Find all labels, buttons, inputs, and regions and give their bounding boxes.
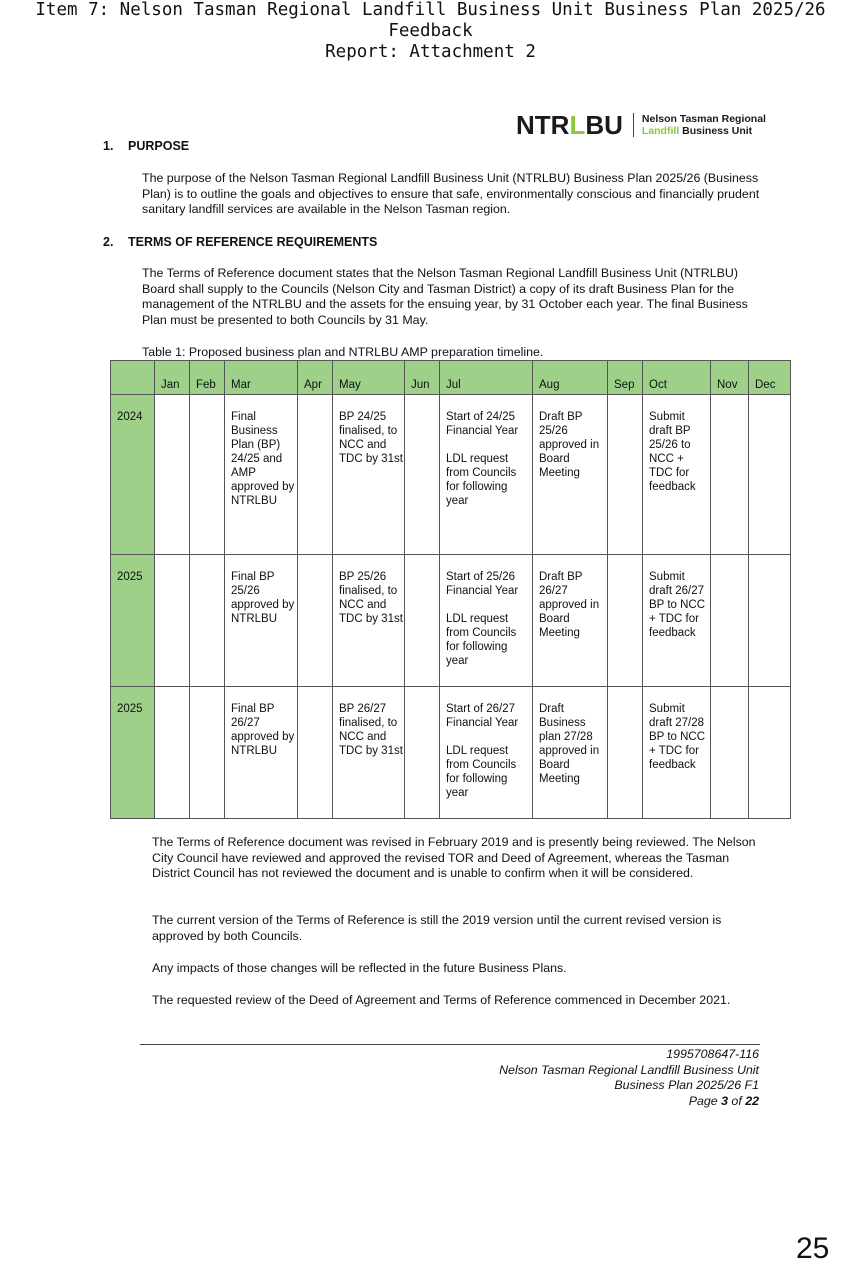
timeline-cell-mar: Final BP 25/26 approved by NTRLBU	[225, 555, 298, 687]
note-paragraph-1: The Terms of Reference document was revised in February 2019 and is presently being reviewed. The Nelson City Council have reviewed and approved the revised TOR and Deed of Agreement, whereas the Tasman District Council has not reviewed the document and is unable to confirm when it will be considered.	[152, 835, 756, 881]
document-header	[0, 0, 861, 63]
timeline-cell-oct: Submit draft 26/27 BP to NCC + TDC for feedback	[643, 555, 711, 687]
month-header-oct: Oct	[643, 361, 711, 395]
timeline-cell-may: BP 24/25 finalised, to NCC and TDC by 31st	[333, 395, 405, 555]
timeline-cell-jul: Start of 26/27 Financial Year LDL request from Councils for following year	[440, 687, 533, 819]
timeline-cell-feb	[190, 395, 225, 555]
section-title-tor: TERMS OF REFERENCE REQUIREMENTS	[128, 235, 378, 249]
month-header-nov: Nov	[711, 361, 749, 395]
month-header-dec: Dec	[749, 361, 791, 395]
timeline-cell-mar: Final BP 26/27 approved by NTRLBU	[225, 687, 298, 819]
logo-mark: NTRLBU	[516, 110, 623, 140]
month-header-jul: Jul	[440, 361, 533, 395]
timeline-cell-mar: Final Business Plan (BP) 24/25 and AMP approved by NTRLBU	[225, 395, 298, 555]
year-cell: 2025	[111, 555, 155, 687]
timeline-cell-nov	[711, 555, 749, 687]
table-row	[111, 555, 791, 687]
timeline-cell-jan	[155, 555, 190, 687]
year-cell: 2025	[111, 687, 155, 819]
timeline-cell-aug: Draft BP 25/26 approved in Board Meeting	[533, 395, 608, 555]
timeline-cell-dec	[749, 395, 791, 555]
timeline-cell-sep	[608, 687, 643, 819]
timeline-cell-dec	[749, 687, 791, 819]
month-header-jun: Jun	[405, 361, 440, 395]
timeline-cell-sep	[608, 555, 643, 687]
month-header-feb: Feb	[190, 361, 225, 395]
purpose-paragraph: The purpose of the Nelson Tasman Regional Landfill Business Unit (NTRLBU) Business Plan 2025/26 (Business Plan) is to outline the goals and objectives to ensure that safe, environmentally conscious and financially prudent sanitary landfill services are available in the Nelson Tasman region.	[142, 171, 760, 217]
note-paragraph-2: The current version of the Terms of Reference is still the 2019 version until the current revised version is approved by both Councils.	[152, 913, 722, 943]
month-header-jan: Jan	[155, 361, 190, 395]
timeline-cell-jan	[155, 687, 190, 819]
timeline-cell-apr	[298, 687, 333, 819]
footer-page: Page 3 of 22	[688, 1093, 759, 1108]
timeline-cell-sep	[608, 395, 643, 555]
section-title-purpose: PURPOSE	[128, 139, 190, 153]
timeline-cell-apr	[298, 555, 333, 687]
header-line-1: Item 7: Nelson Tasman Regional Landfill Business Unit Business Plan 2025/26 Feedback	[35, 0, 826, 41]
timeline-cell-feb	[190, 555, 225, 687]
year-cell: 2024	[111, 395, 155, 555]
timeline-cell-jun	[405, 395, 440, 555]
timeline-cell-oct: Submit draft 27/28 BP to NCC + TDC for feedback	[643, 687, 711, 819]
table-caption: Table 1: Proposed business plan and NTRLBU AMP preparation timeline.	[142, 345, 544, 359]
month-header-apr: Apr	[298, 361, 333, 395]
ntrlbu-logo	[516, 110, 766, 140]
timeline-cell-feb	[190, 687, 225, 819]
footer-rule	[140, 1044, 760, 1045]
note-paragraph-4: The requested review of the Deed of Agreement and Terms of Reference commenced in December 2021.	[152, 993, 731, 1007]
footer-org: Nelson Tasman Regional Landfill Business Unit	[499, 1062, 759, 1077]
timeline-cell-jul: Start of 25/26 Financial Year LDL request from Councils for following year	[440, 555, 533, 687]
timeline-cell-aug: Draft Business plan 27/28 approved in Board Meeting	[533, 687, 608, 819]
tor-paragraph: The Terms of Reference document states that the Nelson Tasman Regional Landfill Business Unit (NTRLBU) Board shall supply to the Councils (Nelson City and Tasman District) a copy of its draft Business Plan for the management of the NTRLBU and the assets for the ensuing year, by 31 October each year. The final Business Plan must be presented to both Councils by 31 May.	[142, 266, 748, 327]
document-footer	[499, 1047, 759, 1109]
timeline-cell-oct: Submit draft BP 25/26 to NCC + TDC for feedback	[643, 395, 711, 555]
footer-doc-id: 1995708647-116	[666, 1047, 759, 1061]
timeline-cell-jun	[405, 687, 440, 819]
timeline-cell-apr	[298, 395, 333, 555]
header-corner-cell	[111, 361, 155, 395]
month-header-aug: Aug	[533, 361, 608, 395]
logo-divider	[633, 113, 634, 137]
timeline-cell-jun	[405, 555, 440, 687]
footer-plan: Business Plan 2025/26 F1	[614, 1078, 759, 1092]
month-header-sep: Sep	[608, 361, 643, 395]
header-line-2: Report: Attachment 2	[325, 42, 536, 62]
timeline-cell-jul: Start of 24/25 Financial Year LDL request from Councils for following year	[440, 395, 533, 555]
month-header-may: May	[333, 361, 405, 395]
timeline-cell-jan	[155, 395, 190, 555]
timeline-table	[110, 360, 791, 819]
timeline-cell-nov	[711, 687, 749, 819]
timeline-cell-aug: Draft BP 26/27 approved in Board Meeting	[533, 555, 608, 687]
page-number: 25	[796, 1232, 830, 1265]
logo-text: Nelson Tasman Regional Landfill Business Unit	[641, 113, 766, 137]
month-header-mar: Mar	[225, 361, 298, 395]
table-header-row	[111, 361, 791, 395]
timeline-cell-nov	[711, 395, 749, 555]
table-row	[111, 395, 791, 555]
section-number-purpose: 1.	[103, 139, 114, 153]
timeline-cell-dec	[749, 555, 791, 687]
timeline-cell-may: BP 25/26 finalised, to NCC and TDC by 31st	[333, 555, 405, 687]
timeline-cell-may: BP 26/27 finalised, to NCC and TDC by 31st	[333, 687, 405, 819]
note-paragraph-3: Any impacts of those changes will be reflected in the future Business Plans.	[152, 961, 567, 975]
section-number-tor: 2.	[103, 235, 114, 249]
table-row	[111, 687, 791, 819]
